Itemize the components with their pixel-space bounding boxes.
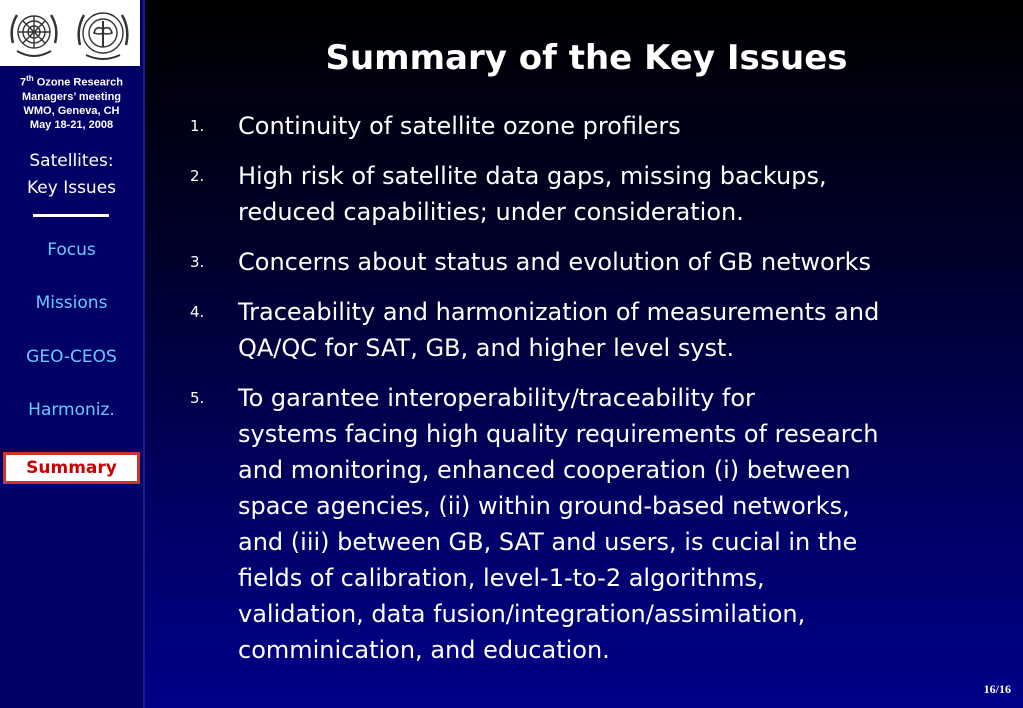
list-item-text xyxy=(238,380,1005,668)
list-item-line: fields of calibration, level-1-to-2 algorithms, xyxy=(238,564,765,592)
sidebar xyxy=(0,0,145,708)
meeting-line-4: May 18-21, 2008 xyxy=(29,118,114,131)
list-item-line: reduced capabilities; under consideration. xyxy=(238,198,744,226)
section-title xyxy=(0,148,143,202)
nav-item-missions[interactable]: Missions xyxy=(35,293,108,313)
unep-emblem-icon xyxy=(72,3,134,63)
meeting-ordinal-suffix: th xyxy=(26,74,34,83)
nav-item-harmoniz[interactable]: Harmoniz. xyxy=(28,400,115,420)
list-item-text xyxy=(238,158,1005,230)
section-title-line-1: Satellites: xyxy=(29,151,114,171)
un-emblem-icon xyxy=(3,3,65,63)
list-item xyxy=(190,244,1005,280)
list-item-line: and (iii) between GB, SAT and users, is cucial in the xyxy=(238,528,858,556)
list-item-number: 1. xyxy=(190,117,205,135)
list-item-text xyxy=(238,244,1005,280)
list-item-line: and monitoring, enhanced cooperation (i) between xyxy=(238,456,851,484)
list-item-number: 3. xyxy=(190,253,205,271)
meeting-title: Ozone Research xyxy=(33,76,123,89)
nav-item-geo-ceos[interactable]: GEO-CEOS xyxy=(26,347,117,367)
list-item xyxy=(190,108,1005,144)
nav-item-focus[interactable]: Focus xyxy=(47,240,96,260)
list-item-line: To garantee interoperability/traceability for xyxy=(238,384,755,412)
logo-strip xyxy=(0,0,140,66)
list-item-line: systems facing high quality requirements of research xyxy=(238,420,879,448)
list-item xyxy=(190,158,1005,230)
list-item xyxy=(190,380,1005,668)
key-issues-list xyxy=(190,108,1005,668)
list-item-line: Traceability and harmonization of measurements and xyxy=(238,298,880,326)
list-item-text xyxy=(238,294,1005,366)
nav-item-summary[interactable]: Summary xyxy=(3,452,140,484)
list-item-line: QA/QC for SAT, GB, and higher level syst. xyxy=(238,334,735,362)
meeting-line-3: WMO, Geneva, CH xyxy=(23,104,120,117)
meeting-line-2: Managers’ meeting xyxy=(21,90,122,103)
page-number: 16/16 xyxy=(983,682,1011,696)
list-item-text xyxy=(238,108,1005,144)
section-title-line-2: Key Issues xyxy=(26,178,117,198)
list-item-number: 5. xyxy=(190,389,205,407)
section-divider xyxy=(33,214,109,217)
meeting-info xyxy=(0,72,143,132)
list-item-line: Concerns about status and evolution of GB networks xyxy=(238,248,871,276)
list-item-line: space agencies, (ii) within ground-based networks, xyxy=(238,492,850,520)
list-item xyxy=(190,294,1005,366)
meeting-line-1 xyxy=(0,72,143,90)
list-item-number: 4. xyxy=(190,303,205,321)
list-item-line: validation, data fusion/integration/assimilation, xyxy=(238,600,806,628)
meeting-ordinal: 7 xyxy=(20,76,27,89)
slide-title: Summary of the Key Issues xyxy=(325,38,848,78)
list-item-line: High risk of satellite data gaps, missing backups, xyxy=(238,162,827,190)
list-item-line: comminication, and education. xyxy=(238,636,610,664)
list-item-line: Continuity of satellite ozone profilers xyxy=(238,112,681,140)
list-item-number: 2. xyxy=(190,167,205,185)
